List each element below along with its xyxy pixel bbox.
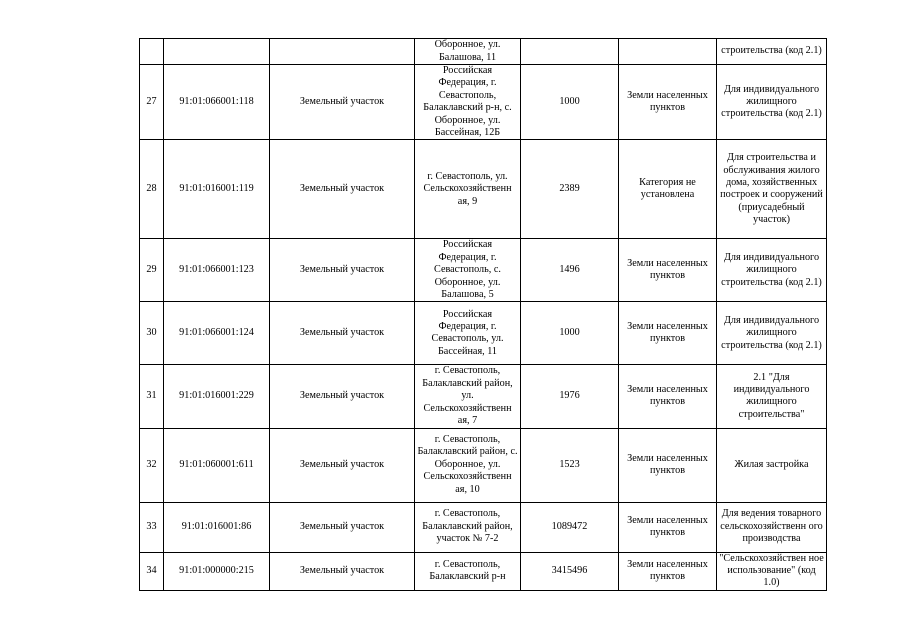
area: 3415496 [521, 552, 619, 590]
table-row [140, 552, 827, 590]
table-row [140, 502, 827, 552]
row-number: 29 [140, 239, 164, 302]
cadastral-number: 91:01:016001:119 [164, 140, 270, 239]
area: 1089472 [521, 502, 619, 552]
cadastral-number: 91:01:016001:86 [164, 502, 270, 552]
land-category: Земли населенных пунктов [619, 502, 717, 552]
row-number: 30 [140, 302, 164, 365]
permitted-use: 2.1 "Для индивидуального жилищного строительства" [717, 365, 827, 428]
area: 1976 [521, 365, 619, 428]
address: г. Севастополь, Балаклавский район, участок № 7-2 [415, 502, 521, 552]
object-type: Земельный участок [270, 428, 415, 502]
table-row [140, 140, 827, 239]
address: г. Севастополь, Балаклавский р-н [415, 552, 521, 590]
cadastral-number: 91:01:060001:611 [164, 428, 270, 502]
row-number: 28 [140, 140, 164, 239]
permitted-use: "Сельскохозяйствен ное использование" (код 1.0) [717, 552, 827, 590]
area: 1496 [521, 239, 619, 302]
land-category [619, 39, 717, 65]
address: Российская Федерация, г. Севастополь, с. Оборонное, ул. Балашова, 5 [415, 239, 521, 302]
cadastral-number: 91:01:016001:229 [164, 365, 270, 428]
row-number: 32 [140, 428, 164, 502]
permitted-use: Для строительства и обслуживания жилого дома, хозяйственных построек и сооружений (приусадебный участок) [717, 140, 827, 239]
cadastral-number: 91:01:000000:215 [164, 552, 270, 590]
row-number: 27 [140, 65, 164, 140]
cadastral-number [164, 39, 270, 65]
land-category: Земли населенных пунктов [619, 65, 717, 140]
area: 1000 [521, 65, 619, 140]
cadastral-number: 91:01:066001:118 [164, 65, 270, 140]
object-type: Земельный участок [270, 552, 415, 590]
land-category: Земли населенных пунктов [619, 428, 717, 502]
area: 1523 [521, 428, 619, 502]
row-number [140, 39, 164, 65]
table-row [140, 39, 827, 65]
area [521, 39, 619, 65]
permitted-use: Для индивидуального жилищного строительства (код 2.1) [717, 239, 827, 302]
land-category: Земли населенных пунктов [619, 239, 717, 302]
permitted-use: строительства (код 2.1) [717, 39, 827, 65]
object-type: Земельный участок [270, 302, 415, 365]
table-row [140, 302, 827, 365]
address: Оборонное, ул. Балашова, 11 [415, 39, 521, 65]
area: 2389 [521, 140, 619, 239]
land-category: Земли населенных пунктов [619, 552, 717, 590]
object-type: Земельный участок [270, 239, 415, 302]
table-row [140, 365, 827, 428]
land-category: Категория не установлена [619, 140, 717, 239]
table-row [140, 428, 827, 502]
address: г. Севастополь, ул. Сельскохозяйственн ая, 9 [415, 140, 521, 239]
permitted-use: Для индивидуального жилищного строительства (код 2.1) [717, 302, 827, 365]
table-row [140, 239, 827, 302]
table-row [140, 65, 827, 140]
row-number: 34 [140, 552, 164, 590]
cadastral-number: 91:01:066001:123 [164, 239, 270, 302]
row-number: 33 [140, 502, 164, 552]
address: Российская Федерация, г. Севастополь, Балаклавский р-н, с. Оборонное, ул. Бассейная, 12Б [415, 65, 521, 140]
address: Российская Федерация, г. Севастополь, ул. Бассейная, 11 [415, 302, 521, 365]
object-type [270, 39, 415, 65]
land-category: Земли населенных пунктов [619, 302, 717, 365]
cadastral-number: 91:01:066001:124 [164, 302, 270, 365]
land-category: Земли населенных пунктов [619, 365, 717, 428]
permitted-use: Для ведения товарного сельскохозяйственн ого производства [717, 502, 827, 552]
object-type: Земельный участок [270, 502, 415, 552]
object-type: Земельный участок [270, 65, 415, 140]
address: г. Севастополь, Балаклавский район, ул. Сельскохозяйственн ая, 7 [415, 365, 521, 428]
permitted-use: Для индивидуального жилищного строительства (код 2.1) [717, 65, 827, 140]
address: г. Севастополь, Балаклавский район, с. Оборонное, ул. Сельскохозяйственн ая, 10 [415, 428, 521, 502]
row-number: 31 [140, 365, 164, 428]
table-body [140, 39, 827, 591]
permitted-use: Жилая застройка [717, 428, 827, 502]
area: 1000 [521, 302, 619, 365]
object-type: Земельный участок [270, 140, 415, 239]
land-plots-table [139, 38, 827, 591]
object-type: Земельный участок [270, 365, 415, 428]
